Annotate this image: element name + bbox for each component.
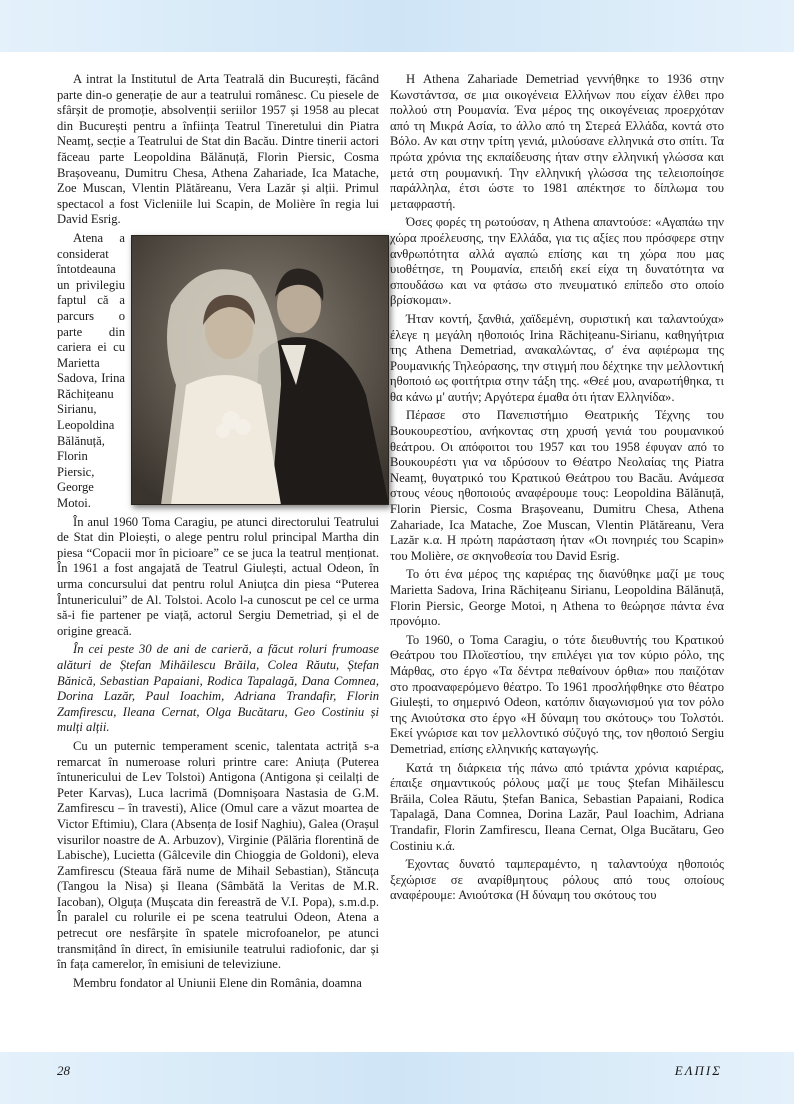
greek-text-column	[390, 72, 724, 907]
paragraph: Cu un puternic temperament scenic, talentata actriță s-a remarcat în numeroase roluri printre care: Aniuța (Puterea întunericului de Lev Tolstoi) Antigona (Antigona și ceilalți de Peter Karvas), Luca lacrimă (Domnișoara Nastasia de G.M. Zamfirescu – în travesti), Alice (Omul care a văzut moartea de Victor Eftimiu), Clara (Absența de Iosif Naghiu), Galea (Orașul visurilor noastre de A. Arbuzov), Virginie (Pălăria florentină de Labische), Lucietta (Gâlcevile din Chioggia de Goldoni), eleva Zamfirescu (Steaua fără nume de Mihail Sebastian), Stăncuța (Tangou la Nisa) și Ileana (Sâmbătă la Veritas de M.R. Iacoban), Olguța (Mușcata din fereastră de V.I. Popa), s.m.d.p. În paralel cu rolurile ei pe scena teatrului Odeon, Atena a petrecut ore nesfârșite în spatele microfoanelor, pe atunci transmițând în direct, în emisiunile teatrului radiofonic, dar și în fața camerelor, în emisiuni de televiziune.	[57, 738, 379, 972]
paragraph: Η Athena Zahariade Demetriad γεννήθηκε το 1936 στην Κωνστάντσα, σε μια οικογένεια Ελλήνων που είχαν έλθει προ πολλού στη Ρουμανία. Ένα μέρος της οικογένειας προερχόταν από τη Μικρά Ασία, το άλλο από τη Στερεά Ελλάδα, κοντά στο Βόλο. Αν και στην τρίτη γενιά, μιλούσανε ελληνικά στο σπίτι. Τα πρώτα χρόνια της εκπαίδευσης ήταν στην ελληνική γλώσσα και μετά στη ρουμανική. Την ελληνική γλώσσα της τελειοποίησε παράλληλα, έτσι ώστε το 1981 απέκτησε το δίπλωμα του μεταφραστή.	[390, 72, 724, 211]
paragraph: Το ότι ένα μέρος της καριέρας της διανύθηκε μαζί με τους Marietta Sadova, Irina Răchițeanu Sirianu, Leopoldina Bălănuță, Florin Piersic, George Motoi, η Athena το θεώρησε πάντα ένα προνόμιο.	[390, 567, 724, 629]
paragraph-italic: În cei peste 30 de ani de carieră, a făcut roluri frumoase alături de Ștefan Mihăilescu Brăila, Colea Răutu, Ștefan Bănică, Sebastian Papaiani, Rodica Tapalagă, Dana Comnea, Dorina Lazăr, Paul Ioachim, Adriana Trandafir, Florin Zamfirescu, Ileana Cernat, Olga Bucătaru, Geo Costiniu și mulți alții.	[57, 642, 379, 735]
paragraph: În anul 1960 Toma Caragiu, pe atunci directorului Teatrului de Stat din Ploiești, o alege pentru rolul principal Martha din piesa “Copacii mor în picioare” ce se juca la teatrul menționat. În 1961 a fost angajată de Teatrul Giulești, actual Odeon, în urma concursului dat pentru rolul Aniuțca din piesa “Puterea Întunericului” de Al. Tolstoi. Acolo l-a cunoscut pe cel ce urma să-i fie partener pe viață, actorul Sergiu Demetriad, și el de origine greacă.	[57, 514, 379, 638]
paragraph: Ήταν κοντή, ξανθιά, χαϊδεμένη, συριστική και ταλαντούχα» έλεγε η μεγάλη ηθοποιός Irina Răchițeanu-Sirianu, καθηγήτρια της Athena Demetriad, ανακαλώντας, σ' ένα αφιέρωμα της Ρουμανικής Τηλεόρασης, την στιγμή που δέχτηκε την μελλοντική ηθοποιό ως φοιτήτρια στην τάξη της. «Θεέ μου, αναρωτήθηκα, τι θα κάνω μ' αυτήν; Αργότερα έμαθα ότι ήταν Ελληνίδα».	[390, 311, 724, 404]
paragraph: A intrat la Institutul de Arta Teatrală din București, făcând parte din-o generație de aur a teatrului românesc. Cu piesele de sfârșit de promoție, absolvenții seriilor 1957 și 1958 au plecat din București pentru a înființa Teatrul Tineretului din Piatra Neamț, secție a Teatrului de Stat din Bacău. Dintre tinerii actori făceau parte Leopoldina Bălănuță, Florin Piersic, Cosma Brașoveanu, Dumitru Chesa, Athena Zahariade, Ica Matache, Zoe Muscan, Vlentin Plătăreanu, Vera Lazăr și alții. Primul spectacol a fost Vicleniile lui Scapin, de Molière în regia lui David Esrig.	[57, 72, 379, 227]
top-decorative-band	[0, 0, 794, 52]
paragraph: Όσες φορές τη ρωτούσαν, η Athena απαντούσε: «Αγαπάω την χώρα προέλευσης, την Ελλάδα, για τις αξίες που πρόσφερε στην ανθρωπότητα αλλά αγαπώ επίσης και τη χώρα που μας υιοθέτησε, τη Ρουμανία, επειδή εκεί είχα τη δυνατότητα να σπουδάσω και να φτάσω στο πνευματικό επίπεδο στο οποίο βρίσκομαι».	[390, 215, 724, 308]
magazine-name: ΕΛΠΙΣ	[674, 1063, 722, 1078]
paragraph: Έχοντας δυνατό ταμπεραμέντο, η ταλαντούχα ηθοποιός ξεχώρισε σε αναρίθμητους ρόλους από τους οποίους αναφέρουμε: Ανιούτσκα (Η δύναμη του σκότους του	[390, 857, 724, 903]
page-number: 28	[57, 1063, 70, 1078]
wedding-photo	[131, 235, 389, 505]
paragraph: Membru fondator al Uniunii Elene din România, doamna	[73, 975, 362, 990]
paragraph: Atena a considerat întotdeauna un privilegiu faptul că a parcurs o parte din cariera ei cu Marietta Sadova, Irina Răchițeanu Sirianu, Leopoldina Bălănuță, Florin Piersic, George Motoi.	[57, 230, 125, 511]
paragraph: Κατά τη διάρκεια τής πάνω από τριάντα χρόνια καριέρας, έπαιξε σημαντικούς ρόλους μαζί με τους Ștefan Mihăilescu Brăila, Colea Răutu, Ștefan Banica, Sebastian Papaiani, Rodica Tapalagă, Dana Comnea, Dorina Lazăr, Paul Ioachim, Adriana Trandafir, Florin Zamfirescu, Ileana Cernat, Olga Bucătaru, Geo Costiniu κ.ά.	[390, 760, 724, 853]
paragraph: Πέρασε στο Πανεπιστήμιο Θεατρικής Τέχνης του Βουκουρεστίου, ανήκοντας στη χρυσή γενιά του ρουμανικού θεάτρου. Οι απόφοιτοι του 1957 και του 1958 έφυγαν από το Βουκουρέστι για να ιδρύσουν το Θέατρο Νεολαίας της Piatra Neamț, θυγατρικό του Κρατικού Θεάτρου του Bacău. Ανάμεσα στους νέους ηθοποιούς αναφέρουμε τους: Leopoldina Bălănuță, Florin Piersic, Cosma Brașoveanu, Dumitru Chesa, Athena Zahariade, Ica Matache, Zoe Muscan, Vlentin Plătăreanu, Vera Lazăr κ.α. Η πρώτη παράσταση ήταν «Οι πονηριές του Scapin» του Molière, σε σκηνοθεσία του David Esrig.	[390, 408, 724, 563]
paragraph: Το 1960, ο Toma Caragiu, ο τότε διευθυντής του Κρατικού Θεάτρου του Πλοϊεστίου, την επιλέγει για τον κύριο ρόλο, της Μάρθας, στο έργο «Τα δέντρα πεθαίνουν όρθια» που παιζόταν στο προαναφερόμενο θέατρο. Το 1961 προσλήφθηκε στο θέατρο Giulești, το σημερινό Odeon, κατόπιν διαγωνισμού για τον ρόλο της Ανιούτσκα στο έργο «Η δύναμη του σκότους» του Τολστόι. Εκεί γνώρισε και τον μελλοντικό σύζυγό της, τον ηθοποιό Sergiu Demetriad, επίσης ελληνικής καταγωγής.	[390, 632, 724, 756]
romanian-text-column	[57, 72, 379, 994]
